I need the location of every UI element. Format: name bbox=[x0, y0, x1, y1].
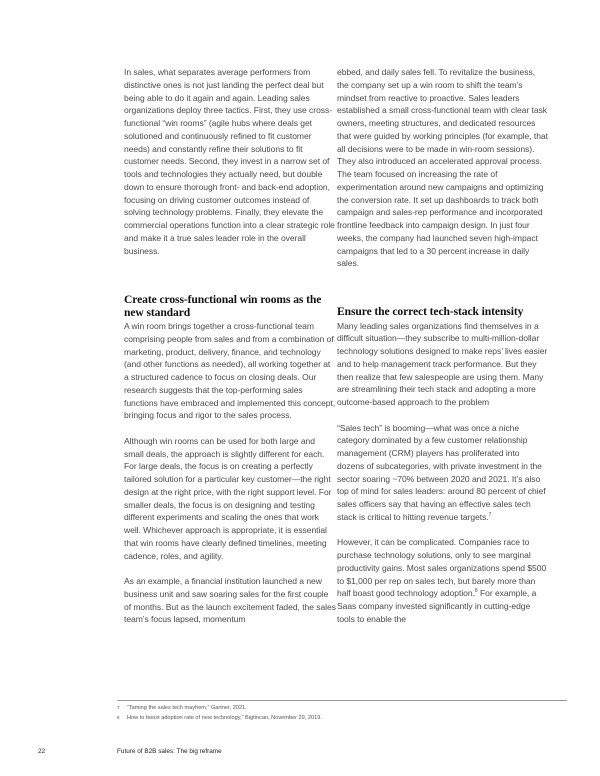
tech-stack-paragraph-3-text: However, it can be complicated. Companies race to purchase technology solutions, only to see marginal productivity gains. Most sales organizations spend $500 to $1,000 per rep on sales tech, but barely more than half boast good technology adoption. bbox=[337, 537, 547, 599]
intro-paragraph-right: ebbed, and daily sales fell. To revitalize the business, the company set up a win room to shift the team’s mindset from reactive to proactive. Sales leaders established a small cross-functional team with clear task owners, meeting structures, and dedicated resources that were guided by working principles (for example, that all decisions were to be made in win-room sessions). They also introduced an accelerated approval process. The team focused on increasing the rate of experimentation around new campaigns and optimizing the conversion rate. It set up dashboards to track both campaign and sales-rep performance and incorporated frontline feedback into campaign design. In just four weeks, the company had launched seven high-impact campaigns that led to a 30 percent increase in daily sales. bbox=[337, 67, 548, 269]
tech-stack-heading: Ensure the correct tech-stack intensity bbox=[337, 305, 524, 318]
footnotes bbox=[117, 704, 322, 723]
tech-stack-paragraph-1: Many leading sales organizations find themselves in a difficult situation—they subscribe to multi-million-dollar technology solutions designed to make reps’ lives easier and to help management track performance. But they then realize that few salespeople are using them. Many are streamlining their tech stack and adopting a more outcome-based approach to the problem bbox=[337, 320, 548, 408]
tech-stack-paragraph-3-continued: For example, a Saas company invested significantly in cutting-edge tools to enable the bbox=[337, 588, 537, 624]
win-rooms-paragraph-3: As an example, a financial institution launched a new business unit and saw soaring sales for the first couple of months. But as the launch excitement faded, the sales team’s focus lapsed, momentum bbox=[124, 576, 336, 625]
tech-stack-paragraph-3 bbox=[337, 536, 549, 625]
win-rooms-heading: Create cross-functional win rooms as the new standard bbox=[124, 293, 322, 319]
win-rooms-paragraph-1: A win room brings together a cross-functional team comprising people from sales and from a combination of marketing, product, delivery, finance, and technology (and other functions as needed), all working together at a structured cadence to focus on closing deals. Our research suggests that the top-performing sales functions have embraced and implemented this concept, bringing focus and rigor to the sales process. bbox=[124, 321, 336, 421]
win-rooms-paragraph-2: Although win rooms can be used for both large and small deals, the approach is slightly different for each. For large deals, the focus is on creating a perfectly tailored solution for a particular key customer—the right design at the right price, with the right support level. For smaller deals, the focus is on designing and testing different experiments and scaling the ones that work well. Whichever approach is appropriate, it is essential that win rooms have clearly defined timelines, meeting cadence, roles, and agility. bbox=[124, 435, 332, 561]
footnote-divider bbox=[117, 700, 567, 701]
footnote-number: 8 bbox=[117, 714, 120, 720]
intro-left-column bbox=[124, 66, 336, 257]
footnote-number: 7 bbox=[117, 705, 120, 710]
footnote-7 bbox=[117, 704, 322, 714]
running-title: Future of B2B sales: The big reframe bbox=[117, 748, 222, 755]
footnote-text: “Taming the sales tech mayhem,” Gartner, 2021. bbox=[127, 705, 247, 711]
intro-paragraph-left: In sales, what separates average performers from distinctive ones is not just landing the perfect deal but being able to do it again and again. Leading sales organizations deploy three tactics. First, they use cross-functional “win rooms” (agile hubs where deals get solutioned and continuously refined to fit customer needs) and constantly refine their solutions to fit customer needs. Second, they invest in a narrow set of tools and technologies they actually need, but double down to ensure thorough front- and back-end adoption, focusing on driving customer outcomes instead of solving technology problems. Finally, they elevate the commercial operations function into a clear strategic role and make it a true sales leader role in the overall business. bbox=[124, 67, 335, 256]
page-number: 22 bbox=[38, 748, 46, 755]
tech-stack-paragraph-2 bbox=[337, 422, 549, 524]
tech-stack-section bbox=[337, 306, 549, 626]
footnote-text: How to boost adoption rate of new technology,” Bigtincan, November 29, 2019. bbox=[127, 714, 322, 721]
footnote-ref-7[interactable]: 7 bbox=[488, 512, 492, 518]
intro-right-column bbox=[337, 66, 549, 270]
tech-stack-paragraph-2-text: “Sales tech” is booming—what was once a niche category dominated by a few customer relationship management (CRM) players has proliferated into dozens of subcategories, with private investment in the sector soaring ~70% between 2020 and 2021. It’s also top of mind for sales leaders: around 80 percent of chief sales officers say that having an effective sales tech stack is critical to hitting revenue targets. bbox=[337, 422, 546, 522]
footnote-ref-8[interactable]: 8 bbox=[474, 588, 478, 595]
footnote-8 bbox=[117, 714, 322, 724]
win-rooms-section bbox=[124, 294, 336, 626]
